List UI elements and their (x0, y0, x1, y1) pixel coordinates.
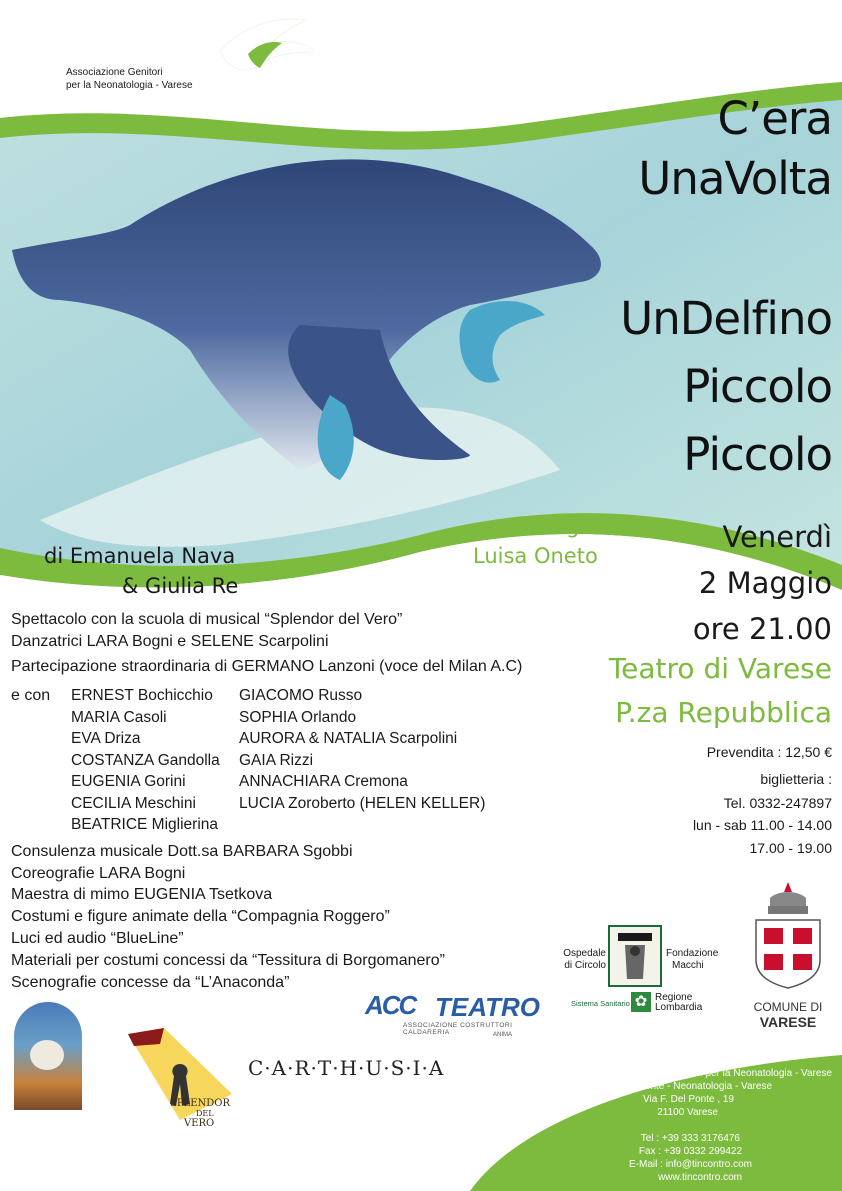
cast-member: COSTANZA Gandolla (71, 751, 220, 769)
logo-name: TINCONTRO (22, 32, 178, 62)
ospedale-text-1: Ospedale (563, 948, 606, 959)
cast-label: e con (11, 687, 51, 704)
authors-line-1: di Emanuela Nava (44, 544, 236, 568)
cast-member: EVA Driza (71, 730, 141, 747)
footer-website[interactable]: www.tincontro.com (658, 1172, 742, 1183)
cast-member: CECILIA Meschini (71, 794, 196, 812)
box-office-phone: Tel. 0332-247897 (723, 795, 832, 811)
fondazione-text-1: Fondazione (666, 948, 719, 959)
credit-line: Maestra di mimo EUGENIA Tsetkova (11, 886, 273, 903)
acc-teatro-text: TEATRO (435, 992, 540, 1022)
splendor-text-3: VERO (184, 1118, 215, 1129)
event-day: Venerdì (722, 520, 832, 554)
splendor-text-1: SPLENDOR (170, 1098, 231, 1109)
title-line-5: Piccolo (683, 428, 832, 481)
title-line-1: C’era (717, 92, 832, 145)
cast-column-2 (239, 685, 485, 814)
credit-line: Spettacolo con la scuola di musical “Splendor del Vero” (11, 611, 403, 628)
cast-member: LUCIA Zoroberto (HELEN KELLER) (239, 794, 486, 812)
footer-address-3: Via F. Del Ponte , 19 (643, 1094, 734, 1105)
credit-line: Costumi e figure animate della “Compagnia Roggero” (11, 908, 390, 925)
cast-member: AURORA & NATALIA Scarpolini (239, 730, 458, 747)
regia-name: Luisa Oneto (473, 544, 598, 568)
footer-fax: Fax : +39 0332 299422 (638, 1146, 742, 1157)
sistema-sanitario-text: Sistema Sanitario (571, 999, 630, 1008)
cast-member: EUGENIA Gorini (71, 773, 186, 790)
credit-line: Scenografie concesse da “L’Anaconda” (11, 974, 290, 991)
cast-member: ERNEST Bochicchio (71, 687, 213, 704)
title-line-3: UnDelfino (620, 292, 832, 345)
footer-address-2: c/o Ospedale F. Del Ponte - Neonatologia - Varese (548, 1081, 772, 1092)
credit-line: Coreografie LARA Bogni (11, 865, 186, 882)
cast-member: SOPHIA Orlando (239, 708, 357, 726)
event-date: 2 Maggio (698, 566, 832, 600)
box-office-hours-1: lun - sab 11.00 - 14.00 (692, 817, 832, 833)
rose-icon: ✿ (631, 992, 651, 1012)
tincontro-logo (22, 32, 322, 102)
credit-line: Luci ed audio “BlueLine” (11, 930, 184, 947)
regione-text-1: Regione (655, 992, 693, 1003)
acc-sub-text: ASSOCIAZIONE COSTRUTTORI CALDARERIA (403, 1022, 513, 1036)
credit-line: Consulenza musicale Dott.sa BARBARA Sgobbi (11, 843, 353, 860)
cast-member: BEATRICE Miglierina (71, 816, 219, 833)
fondazione-emblem (608, 925, 662, 987)
regia-label: regia (545, 514, 599, 538)
comune-text-1: COMUNE DI (753, 1000, 823, 1014)
footer-email[interactable]: E-Mail : info@tincontro.com (629, 1159, 752, 1170)
cast-member: ANNACHIARA Cremona (239, 773, 408, 790)
credit-line: Danzatrici LARA Bogni e SELENE Scarpolini (11, 633, 329, 650)
credit-line: Materiali per costumi concessi da “Tessitura di Borgomanero” (11, 952, 445, 969)
footer-address-4: 21100 Varese (657, 1107, 718, 1118)
cast-column-1 (71, 685, 220, 836)
cast-member: GAIA Rizzi (239, 751, 314, 769)
credit-line: Partecipazione straordinaria di GERMANO Lanzoni (voce del Milan A.C) (11, 658, 523, 675)
acc-tiny-text: ANIMA (493, 1032, 513, 1038)
ospedale-text-2: di Circolo (564, 960, 606, 971)
footer-address-1: TINCONTRO - Associazione Genitori per la Neonatologia - Varese (538, 1068, 832, 1079)
cast-member: MARIA Casoli (71, 708, 167, 726)
footer-tel: Tel : +39 333 3176476 (640, 1133, 740, 1144)
regione-lombardia-logo (571, 992, 731, 1016)
comune-text-2: VARESE (759, 1014, 817, 1030)
acc-mark: ACC (365, 990, 416, 1020)
ospedale-logo (550, 925, 725, 995)
title-line-2: UnaVolta (638, 152, 832, 205)
authors-line-2: & Giulia Re (122, 574, 239, 598)
comune-varese-logo (748, 880, 828, 1030)
box-office-hours-2: 17.00 - 19.00 (749, 840, 832, 856)
box-office-label: biglietteria : (760, 771, 832, 787)
presale-price: Prevendita : 12,50 € (706, 744, 832, 760)
varese-crest-icon (748, 880, 828, 990)
logo-subtitle-2: per la Neonatologia - Varese (66, 80, 193, 91)
event-venue: Teatro di Varese (608, 652, 832, 685)
splendor-text-2: DEL (196, 1109, 214, 1118)
title-line-4: Piccolo (683, 360, 832, 413)
event-square: P.za Repubblica (615, 696, 832, 729)
hands-icon (210, 10, 320, 80)
carthusia-logo: C·A·R·T·H·U·S·I·A (248, 1056, 445, 1080)
regione-text-2: Lombardia (655, 1002, 703, 1013)
logo-subtitle-1: Associazione Genitori (66, 67, 163, 78)
fondazione-text-2: Macchi (672, 960, 704, 971)
event-time: ore 21.00 (692, 612, 832, 646)
cast-member: GIACOMO Russo (239, 687, 363, 704)
